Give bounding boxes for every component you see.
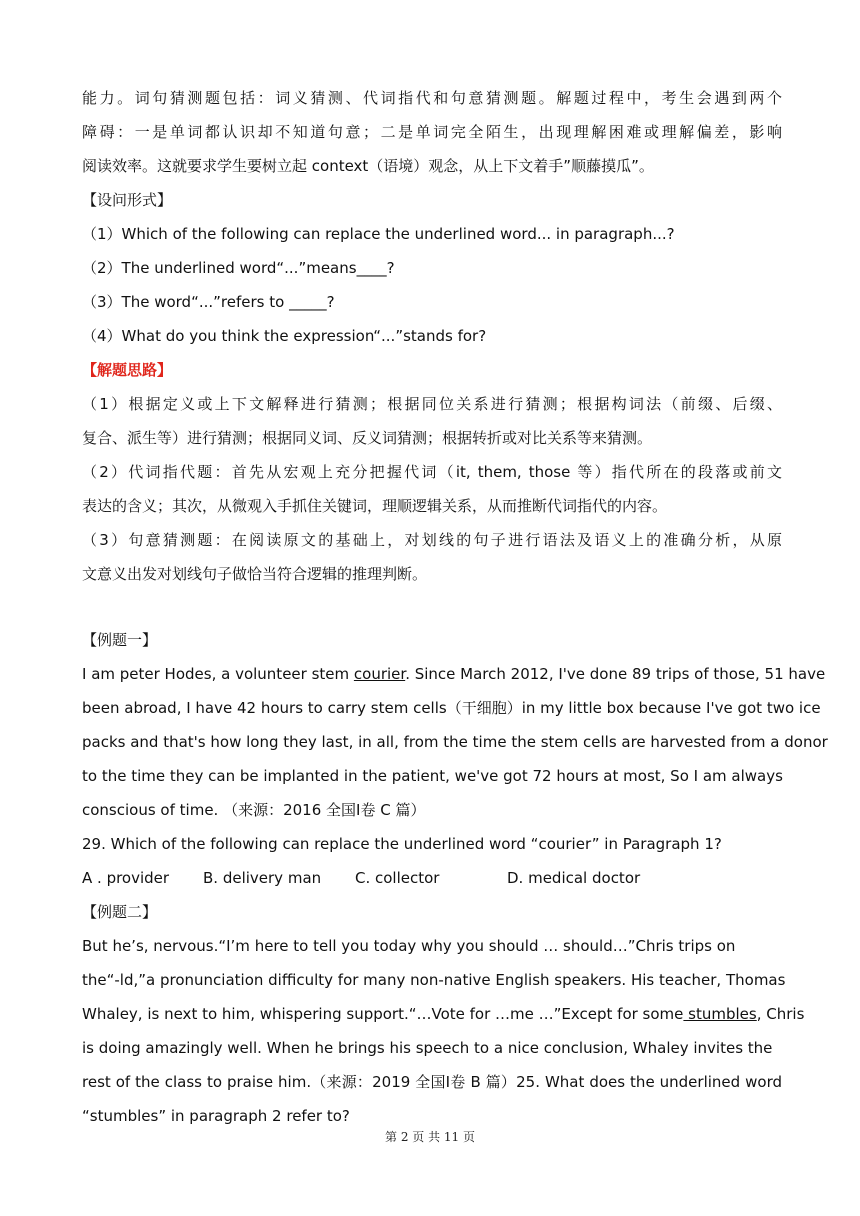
intro-line-3: 阅读效率。这就要求学生要树立起 context（语境）观念，从上下文着手”顺藤摸瓜”。 xyxy=(82,157,654,175)
question-form-3: （3）The word“...”refers to _____? xyxy=(82,293,335,311)
question-form-4: （4）What do you think the expression“...”stands for? xyxy=(82,327,487,345)
example1-line-5: conscious of time. （来源：2016 全国Ⅰ卷 C 篇） xyxy=(82,801,426,819)
example2-text-b: , Chris xyxy=(756,1005,805,1023)
approach-heading: 【解题思路】 xyxy=(82,361,173,379)
example1-options xyxy=(82,868,782,888)
example2-line-6: “stumbles” in paragraph 2 refer to? xyxy=(82,1107,350,1125)
example2-line-2: the“-ld,”a pronunciation difficulty for many non-native English speakers. His teacher, Thomas xyxy=(82,971,786,989)
intro-line-2: 障碍：一是单词都认识却不知道句意；二是单词完全陌生，出现理解困难或理解偏差，影响 xyxy=(82,123,782,141)
intro-line-1: 能力。词句猜测题包括：词义猜测、代词指代和句意猜测题。解题过程中，考生会遇到两个 xyxy=(82,89,782,107)
example1-line-2: been abroad, I have 42 hours to carry stem cells（干细胞）in my little box because I've got two ice xyxy=(82,699,821,717)
example2-line-1: But he’s, nervous.“I’m here to tell you today why you should … should…”Chris trips on xyxy=(82,937,736,955)
question-form-2: （2）The underlined word“...”means____? xyxy=(82,259,395,277)
option-d: D. medical doctor xyxy=(507,869,641,887)
example2-line-3 xyxy=(82,1004,805,1024)
underlined-word-courier: courier xyxy=(353,665,406,683)
option-a: A . provider xyxy=(82,869,170,887)
example1-line-4: to the time they can be implanted in the patient, we've got 72 hours at most, So I am always xyxy=(82,767,783,785)
example1-line-3: packs and that's how long they last, in all, from the time the stem cells are harvested from a donor xyxy=(82,733,828,751)
example1-text-a: I am peter Hodes, a volunteer stem xyxy=(82,665,354,683)
example1-heading: 【例题一】 xyxy=(82,631,158,649)
example2-line-5: rest of the class to praise him.（来源：2019 全国Ⅰ卷 B 篇）25. What does the underlined word xyxy=(82,1073,782,1091)
approach-line-2: 复合、派生等）进行猜测；根据同义词、反义词猜测；根据转折或对比关系等来猜测。 xyxy=(82,429,653,447)
example1-line-1 xyxy=(82,664,826,684)
approach-line-1: （1）根据定义或上下文解释进行猜测；根据同位关系进行猜测；根据构词法（前缀、后缀、 xyxy=(82,395,782,413)
example1-text-b: . Since March 2012, I've done 89 trips of those, 51 have xyxy=(405,665,826,683)
page-footer: 第 2 页 共 11 页 xyxy=(385,1130,475,1144)
question-forms-heading: 【设问形式】 xyxy=(82,191,173,209)
option-c: C. collector xyxy=(355,869,440,887)
approach-line-3: （2）代词指代题：首先从宏观上充分把握代词（it, them, those 等）指代所在的段落或前文 xyxy=(82,463,782,481)
approach-line-4: 表达的含义；其次，从微观入手抓住关键词，理顺逻辑关系，从而推断代词指代的内容。 xyxy=(82,497,668,515)
example1-question: 29. Which of the following can replace the underlined word “courier” in Paragraph 1? xyxy=(82,835,722,853)
underlined-word-stumbles: stumbles xyxy=(683,1005,757,1023)
example2-text-a: Whaley, is next to him, whispering support.“…Vote for …me …”Except for some xyxy=(82,1005,684,1023)
example2-heading: 【例题二】 xyxy=(82,903,158,921)
approach-line-6: 文意义出发对划线句子做恰当符合逻辑的推理判断。 xyxy=(82,565,428,583)
approach-line-5: （3）句意猜测题：在阅读原文的基础上，对划线的句子进行语法及语义上的准确分析，从原 xyxy=(82,531,782,549)
question-form-1: （1）Which of the following can replace the underlined word... in paragraph...? xyxy=(82,225,675,243)
example2-line-4: is doing amazingly well. When he brings his speech to a nice conclusion, Whaley invites the xyxy=(82,1039,773,1057)
option-b: B. delivery man xyxy=(203,869,322,887)
